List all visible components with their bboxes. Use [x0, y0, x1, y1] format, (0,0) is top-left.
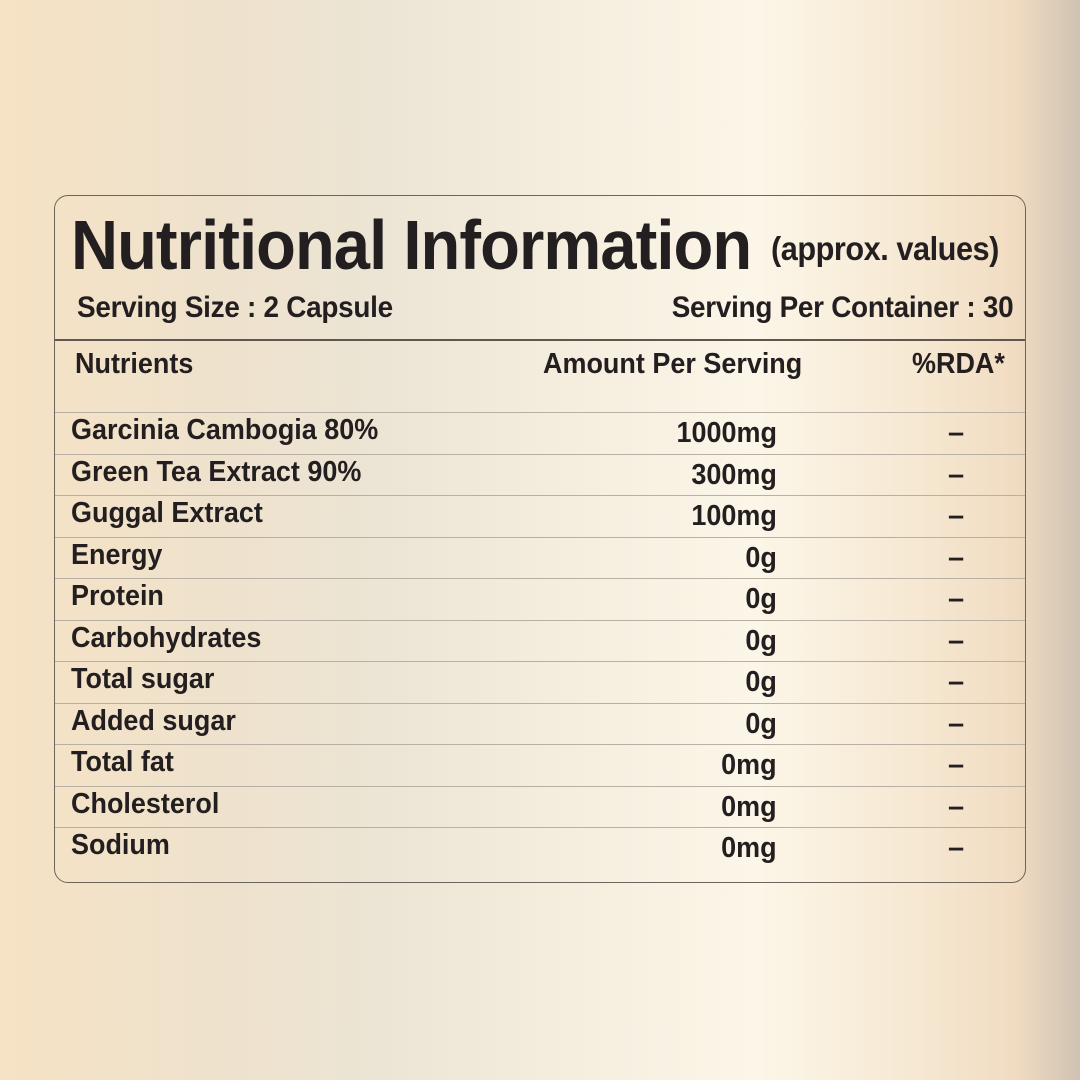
nutrient-name: Energy [71, 538, 163, 571]
table-row [55, 412, 1025, 454]
nutrient-name: Sodium [71, 829, 170, 861]
nutrient-rda: – [948, 500, 965, 532]
serving-size: Serving Size : 2 Capsule [77, 291, 393, 324]
nutrient-amount: 0g [745, 707, 777, 740]
header-divider [55, 339, 1025, 341]
nutrient-rda: – [948, 790, 965, 823]
nutrient-name: Protein [71, 580, 164, 612]
title-main: Nutritional Information [71, 206, 752, 284]
table-row [55, 661, 1025, 703]
table-row [55, 786, 1025, 828]
nutrient-amount: 100mg [691, 500, 777, 532]
table-row [55, 454, 1025, 496]
nutrient-rda: – [948, 707, 965, 740]
nutrient-rda: – [948, 541, 965, 574]
nutrient-rda: – [948, 458, 965, 491]
table-row [55, 578, 1025, 620]
nutrient-rda: – [948, 624, 965, 657]
table-row [55, 827, 1025, 869]
title-note: (approx. values) [771, 230, 999, 267]
nutrient-name: Added sugar [71, 704, 236, 737]
nutrient-rows [55, 412, 1025, 869]
panel-title [71, 206, 802, 284]
nutrient-amount: 1000mg [676, 417, 777, 449]
nutrient-name: Guggal Extract [71, 497, 263, 529]
nutrition-panel [54, 195, 1026, 883]
nutrient-amount: 0g [745, 666, 777, 698]
column-header-nutrients: Nutrients [75, 348, 194, 380]
nutrient-rda: – [948, 832, 965, 864]
table-row [55, 537, 1025, 579]
table-header [55, 344, 1025, 414]
table-row [55, 744, 1025, 786]
table-row [55, 495, 1025, 537]
nutrient-rda: – [948, 417, 965, 449]
nutrient-name: Green Tea Extract 90% [71, 455, 362, 488]
nutrient-name: Cholesterol [71, 787, 220, 820]
nutrient-name: Total sugar [71, 663, 215, 695]
serving-per-container: Serving Per Container : 30 [671, 291, 1013, 324]
nutrient-amount: 0mg [721, 832, 777, 864]
table-row [55, 620, 1025, 662]
nutrient-amount: 0mg [721, 749, 777, 781]
nutrient-amount: 0g [745, 583, 777, 615]
nutrient-name: Total fat [71, 746, 174, 778]
table-row [55, 703, 1025, 745]
column-header-rda: %RDA* [912, 348, 1005, 380]
nutrient-name: Garcinia Cambogia 80% [71, 414, 379, 446]
nutrient-name: Carbohydrates [71, 621, 262, 654]
column-header-amount: Amount Per Serving [543, 348, 803, 380]
nutrient-rda: – [948, 666, 965, 698]
nutrient-rda: – [948, 749, 965, 781]
nutrient-amount: 0mg [721, 790, 777, 823]
nutrient-amount: 0g [745, 541, 777, 574]
nutrient-rda: – [948, 583, 965, 615]
nutrient-amount: 300mg [691, 458, 777, 491]
nutrient-amount: 0g [745, 624, 777, 657]
